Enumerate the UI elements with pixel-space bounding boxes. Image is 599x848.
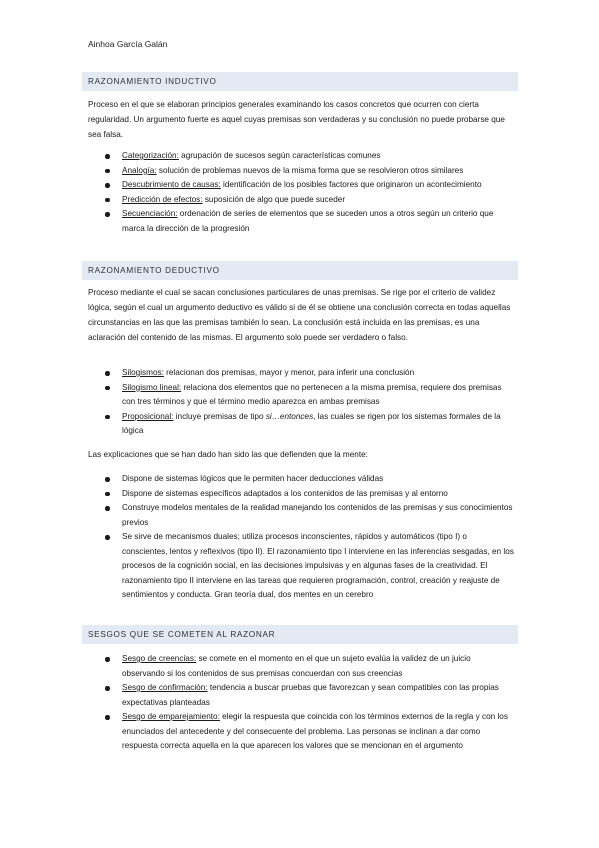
list-item (88, 710, 514, 754)
list-item-text: , las cuales se rigen por los sistemas formales de la lógica (122, 411, 501, 435)
list-item-text: elegir la respuesta que coincida con los términos externos de la regla y con los enunciados del antecedente y del consecuente del problema. Las personas se inclinan a dar como respuesta correcta aquella en la que aparecen los valores que se mencionan en el argumento (122, 712, 508, 750)
author-name: Ainhoa García Galán (88, 39, 168, 49)
list-item-term: Silogismos: (122, 368, 164, 377)
list-item-text: Construye modelos mentales de la realidad manejando los contenidos de las premisas y sus conocimientos previos (122, 503, 513, 527)
list-item-text: agrupación de sucesos según características comunes (178, 151, 381, 160)
list-item (88, 164, 514, 179)
list-item (88, 487, 514, 502)
list-item-text: ordenación de series de elementos que se suceden unos a otros según un criterio que marca la dirección de la progresión (122, 209, 494, 233)
inductivo-intro: Proceso en el que se elaboran principios generales examinando los casos concretos que ocurren con cierta regularidad. Un argumento fuerte es aquel cuyas premisas son verdaderas y su conclusión no puede probarse que sea falsa. (88, 100, 505, 139)
list-item (88, 149, 514, 164)
deductivo-list (88, 366, 514, 439)
list-item-term: Sesgo de confirmación: (122, 683, 208, 692)
list-item-emphasis: si…entonces (265, 411, 314, 421)
inductivo-list (88, 149, 514, 236)
deductivo-intro: Proceso mediante el cual se sacan conclusiones particulares de unas premisas. Se rige por el criterio de validez lógica, según el cual un argumento deductivo es válido si de él se obtiene una conclusión correcta en todas aquellas circunstancias en las que las premisas también lo sean. La conclusión está incluida en las premisas, es una aclaración del contenido de las mismas. El argumento solo puede ser verdadero o falso. (88, 288, 511, 342)
list-item (88, 530, 514, 603)
section-heading-deductivo: RAZONAMIENTO DEDUCTIVO (82, 261, 518, 280)
list-item-term: Proposicional: (122, 411, 174, 421)
sesgos-list (88, 652, 514, 754)
list-item-text: Se sirve de mecanismos duales; utiliza procesos inconscientes, rápidos y automáticos (tipo I) o conscientes, lentos y reflexivos (tipo II). El razonamiento tipo I interviene en las inferencias sesgadas, en los procesos de la cognición social, en las decisiones impulsivas y en algunas fases de la creatividad. El razonamiento tipo II interviene en las tareas que requieren programación, control, creación y reajuste de sentimientos y conducta. Gran teoría dual, dos mentes en un cerebro (122, 532, 514, 599)
list-item (88, 652, 514, 681)
list-item (88, 178, 514, 193)
list-item-term: Sesgo de creencias: (122, 654, 197, 663)
list-item-term: Predicción de efectos: (122, 194, 203, 204)
list-item-text: incluye premisas de tipo (173, 411, 266, 421)
list-item-term: Descubrimiento de causas: (122, 180, 221, 189)
list-item-text: relaciona dos elementos que no pertenecen a la misma premisa, requiere dos premisas con tres términos y que el término medio aparezca en ambas premisas (122, 382, 502, 406)
list-item-term: Sesgo de emparejamiento: (122, 712, 220, 721)
list-item (88, 681, 514, 710)
section-heading-sesgos: SESGOS QUE SE COMETEN AL RAZONAR (82, 625, 518, 644)
list-item-term: Analogía: (122, 165, 157, 175)
list-item-text: identificación de los posibles factores que originaron un acontecimiento (220, 180, 482, 189)
list-item (88, 381, 514, 410)
list-item-text: tendencia a buscar pruebas que favorezcan y sean compatibles con las propias expectativas planteadas (122, 683, 499, 707)
list-item-text: suposición de algo que puede suceder (202, 194, 346, 204)
list-item (88, 366, 514, 381)
list-item (88, 472, 514, 487)
list-item-text: Dispone de sistemas lógicos que le permiten hacer deducciones válidas (122, 474, 384, 483)
list-item-term: Categorización: (122, 151, 179, 160)
list-item-term: Secuenciación: (122, 209, 178, 218)
list-item (88, 193, 514, 208)
list-item-text: Dispone de sistemas específicos adaptados a los contenidos de las premisas y al entorno (122, 488, 448, 498)
list-item (88, 501, 514, 530)
explicaciones-list (88, 472, 514, 603)
list-item (88, 207, 514, 236)
section-heading-inductivo: RAZONAMIENTO INDUCTIVO (82, 72, 518, 91)
list-item-text: se comete en el momento en el que un sujeto evalúa la validez de un juicio observando si los contenidos de sus premisas concuerdan con sus creencias (122, 654, 471, 678)
list-item-term: Silogismo lineal: (122, 382, 182, 392)
explicaciones-intro: Las explicaciones que se han dado han sido las que defienden que la mente: (88, 450, 368, 459)
list-item-text: relacionan dos premisas, mayor y menor, para inferir una conclusión (163, 368, 415, 377)
list-item (88, 410, 514, 439)
list-item-text: solución de problemas nuevos de la misma forma que se resolvieron otros similares (156, 165, 464, 175)
